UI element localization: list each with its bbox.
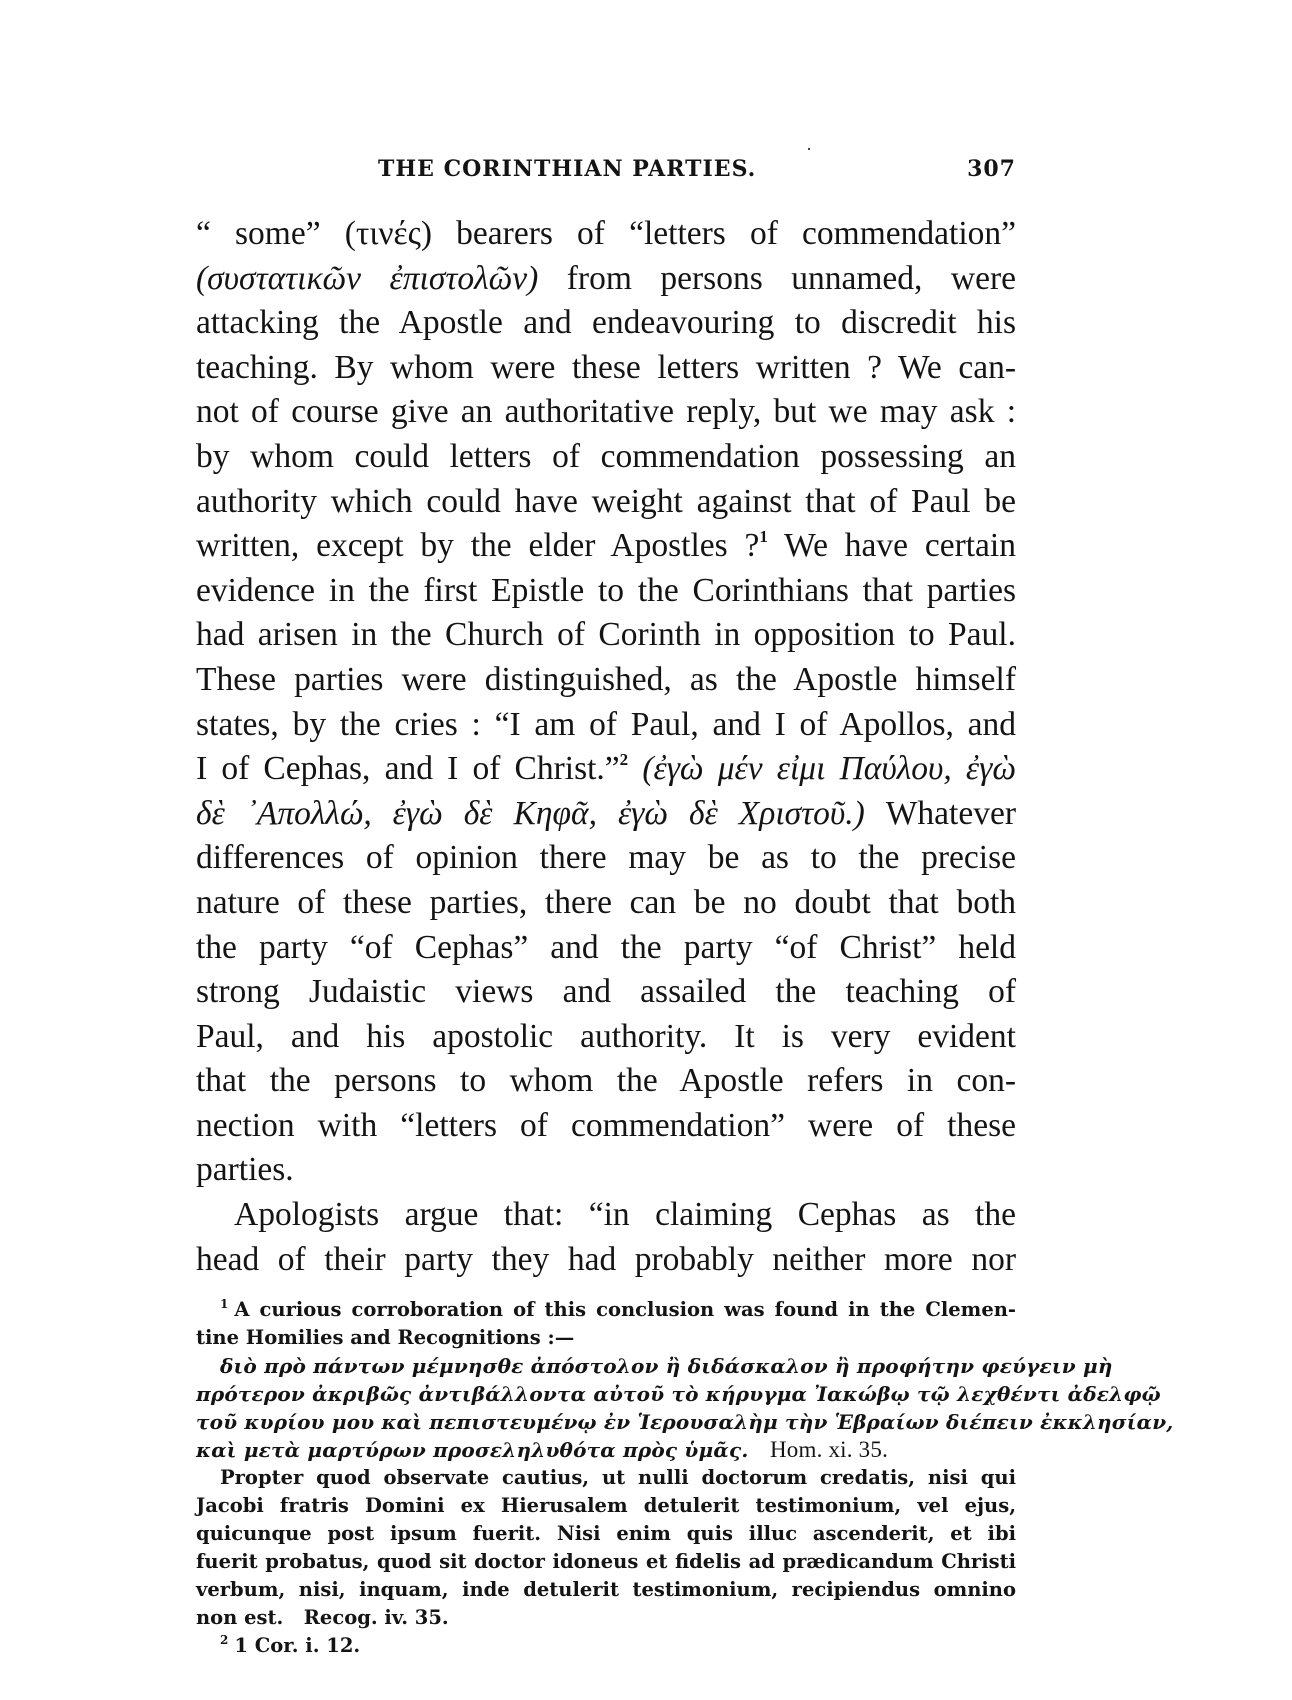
text-line: differences of opinion there may be as to the precise <box>196 839 1016 877</box>
paragraph-start: Apologists argue that: “in claiming Cephas as the <box>234 1196 1016 1234</box>
latin-quotation-line: Jacobi fratris Domini ex Hierusalem detulerit testimonium, vel ejus, <box>196 1494 1016 1517</box>
text-line: parties. <box>196 1151 294 1189</box>
footnote-marker-2: 2 <box>220 1633 229 1647</box>
footnote-2: $^2$ 1 Cor. i. 12. <box>220 1633 361 1657</box>
footnote-1-line: tine Homilies and Recognitions :— <box>196 1326 575 1349</box>
greek-quotation-line: πρότερον ἀκριβῶς ἀντιβάλλοντα αὐτοῦ τὸ κήρυγμα Ἰακώβῳ τῷ λεχθέντι ἀδελφῷ <box>196 1382 1161 1406</box>
running-title: THE CORINTHIAN PARTIES. <box>378 156 757 182</box>
page-number: 307 <box>967 156 1016 182</box>
text-line: had arisen in the Church of Corinth in opposition to Paul. <box>196 616 1016 654</box>
text-line: I of Cephas, and I of Christ.”$^2$ (ἐγὼ μέν εἰμι Παύλου, ἐγὼ <box>196 750 1016 788</box>
text-line: attacking the Apostle and endeavouring to discredit his <box>196 304 1016 342</box>
print-speck <box>808 148 810 150</box>
footnote-marker-1: 1 <box>220 1297 229 1311</box>
text-line: by whom could letters of commendation possessing an <box>196 437 1016 475</box>
text-line: teaching. By whom were these letters written ? We can- <box>196 348 1016 386</box>
greek-quotation-line: τοῦ κυρίου μου καὶ πεπιστευμένῳ ἐν Ἱερουσαλὴμ τὴν Ἑβραίων διέπειν ἐκκλησίαν, <box>196 1410 1174 1434</box>
latin-quotation-line: verbum, nisi, inquam, inde detulerit testimonium, recipiendus omnino <box>196 1578 1016 1601</box>
latin-quotation-line: non est. Recog. iv. 35. <box>196 1606 449 1629</box>
text-line: written, except by the elder Apostles ?$^1$ We have certain <box>196 527 1016 565</box>
text-line: (συστατικῶν ἐπιστολῶν) from persons unnamed, were <box>196 259 1016 297</box>
footnote-1-line: $^1$ A curious corroboration of this conclusion was found in the Clemen- <box>220 1297 1016 1321</box>
text-line: head of their party they had probably neither more nor <box>196 1240 1016 1278</box>
greek-phrase: (ἐγὼ μέν εἰμι Παύλου, ἐγὼ <box>628 750 1016 788</box>
greek-phrase: δὲ ᾽Απολλώ, ἐγὼ δὲ Κηφᾶ, ἐγὼ δὲ Χριστοῦ.) <box>196 794 865 832</box>
page-header <box>196 148 1016 188</box>
main-text <box>196 212 1016 1282</box>
text-line: δὲ ᾽Απολλώ, ἐγὼ δὲ Κηφᾶ, ἐγὼ δὲ Χριστοῦ.) Whatever <box>196 794 1016 832</box>
citation-recognitions: Recog. iv. 35. <box>303 1606 449 1629</box>
text-line: the party “of Cephas” and the party “of Christ” held <box>196 928 1016 966</box>
text-line: nature of these parties, there can be no doubt that both <box>196 883 1016 921</box>
footnotes <box>196 1296 1174 1660</box>
text-line: nection with “letters of commendation” were of these <box>196 1106 1016 1144</box>
greek-phrase: (συστατικῶν ἐπιστολῶν) <box>196 259 539 297</box>
text-line: strong Judaistic views and assailed the teaching of <box>196 973 1016 1011</box>
latin-quotation-line: fuerit probatus, quod sit doctor idoneus et fidelis ad prædicandum Christi <box>196 1550 1016 1573</box>
text-line: not of course give an authoritative reply, but we may ask : <box>196 393 1016 431</box>
text-line: These parties were distinguished, as the Apostle himself <box>196 660 1016 698</box>
greek-quotation-line: καὶ μετὰ μαρτύρων προσεληλυθότα πρὸς ὑμᾶς. Hom. xi. 35. <box>196 1437 889 1462</box>
citation-homilies: Hom. xi. 35. <box>769 1437 889 1462</box>
greek-quotation-line: διὸ πρὸ πάντων μέμνησθε ἀπόστολον ἢ διδάσκαλον ἢ προφήτην φεύγειν μὴ <box>220 1354 1113 1378</box>
footnote-ref-1[interactable]: 1 <box>759 527 768 547</box>
text-line: “ some” (τινές) bearers of “letters of commendation” <box>196 215 1016 252</box>
footnote-ref-2[interactable]: 2 <box>619 750 629 770</box>
text-line: Paul, and his apostolic authority. It is very evident <box>196 1017 1016 1055</box>
latin-quotation-line: Propter quod observate cautius, ut nulli doctorum credatis, nisi qui <box>220 1466 1016 1489</box>
text-line: authority which could have weight against that of Paul be <box>196 482 1016 520</box>
text-line: evidence in the first Epistle to the Corinthians that parties <box>196 571 1016 609</box>
text-line: states, by the cries : “I am of Paul, and I of Apollos, and <box>196 705 1016 743</box>
latin-quotation-line: quicunque post ipsum fuerit. Nisi enim quis illuc ascenderit, et ibi <box>196 1522 1016 1545</box>
text-line: that the persons to whom the Apostle refers in con- <box>196 1062 1016 1100</box>
